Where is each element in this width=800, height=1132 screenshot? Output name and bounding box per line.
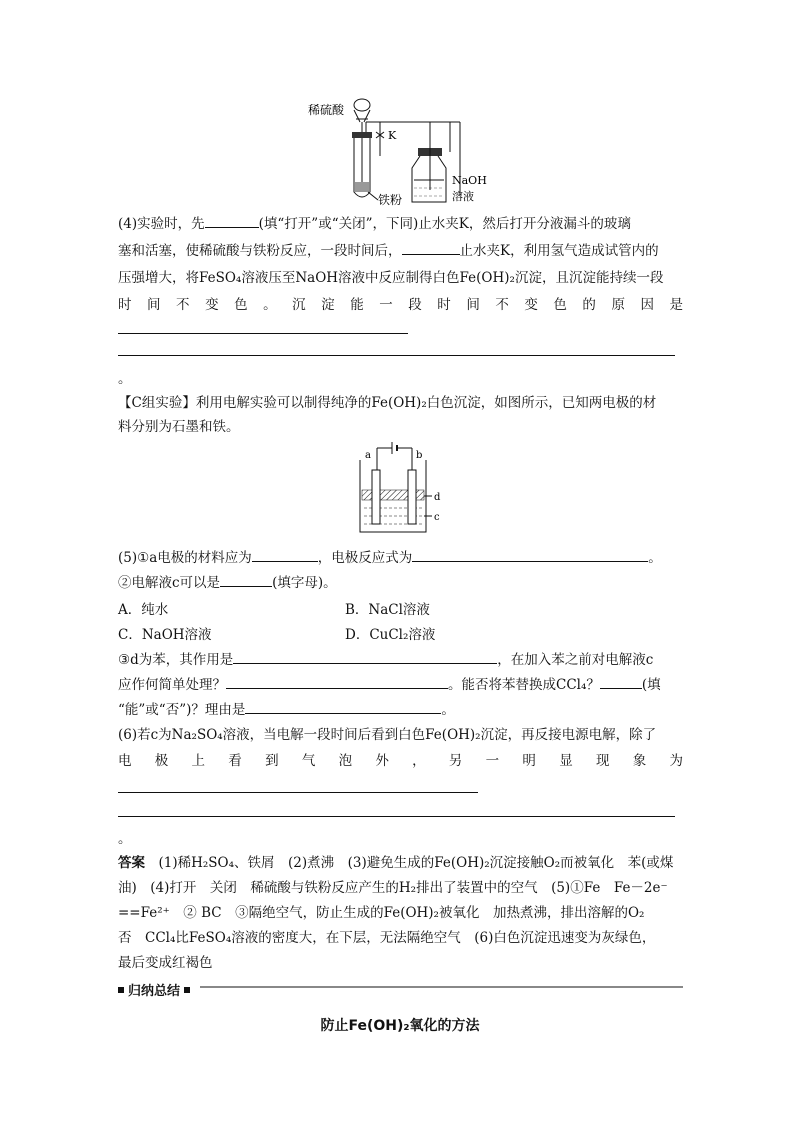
q5-text: 。能否将苯替换成CCl₄？ <box>448 677 600 693</box>
answer-line[interactable] <box>118 816 675 817</box>
q4-line3: 压强增大，将FeSO₄溶液压至NaOH溶液中反应制得白色Fe(OH)₂沉淀，且沉淀能持续一段 <box>118 270 664 286</box>
fig1-label-iron: 铁粉 <box>378 193 403 207</box>
fig2-label-d: d <box>434 492 441 503</box>
fig1-label-acid: 稀硫酸 <box>308 103 345 117</box>
option-c[interactable]: C．NaOH溶液 <box>118 627 212 643</box>
answer-line[interactable] <box>118 792 478 793</box>
answer-label: 答案 <box>118 855 145 871</box>
q5-text: 。 <box>648 550 662 566</box>
square-bullet-icon <box>118 987 124 993</box>
fig2-label-c: c <box>434 512 440 523</box>
answer-blank[interactable] <box>600 674 642 689</box>
answer-line3: ==Fe²⁺ ② BC ③隔绝空气，防止生成的Fe(OH)₂被氧化 加热煮沸，排出溶解的O₂ <box>118 905 645 921</box>
answer-line[interactable] <box>118 355 675 356</box>
q4-line4: 时间不变色。沉淀能一段时间不变色的原因是 <box>118 297 683 313</box>
q4-line1 <box>118 213 683 235</box>
fig2-label-b: b <box>416 450 423 461</box>
fig2-label-a: a <box>365 450 371 461</box>
q5-text: 应作何简单处理？ <box>118 677 226 693</box>
c-group-line1: 【C组实验】利用电解实验可以制得纯净的Fe(OH)₂白色沉淀，如图所示，已知两电极的材 <box>118 395 657 411</box>
option-a[interactable]: A．纯水 <box>118 602 169 618</box>
answer-text: (1)稀H₂SO₄、铁屑 (2)煮沸 (3)避免生成的Fe(OH)₂沉淀接触O₂而被氧化 苯(或煤 <box>158 855 674 871</box>
fig1-label-naoh: NaOH <box>452 174 487 187</box>
q6-end: 。 <box>118 831 132 847</box>
q5-text: (填字母)。 <box>272 575 337 591</box>
q4-end: 。 <box>118 371 132 387</box>
square-bullet-icon <box>184 987 190 993</box>
q5-text: (填 <box>641 677 661 693</box>
divider <box>200 986 683 988</box>
answer-blank[interactable] <box>412 547 648 562</box>
c-group-line2: 料分别为石墨和铁。 <box>118 419 240 435</box>
answer-blank[interactable] <box>205 213 259 228</box>
answer-line4: 否 CCl₄比FeSO₄溶液的密度大，在下层，无法隔绝空气 (6)白色沉淀迅速变为灰绿色， <box>118 930 656 946</box>
fig1-label-k: K <box>388 129 397 142</box>
q4-text: (填“打开”或“关闭”，下同)止水夹K，然后打开分液漏斗的玻璃 <box>258 216 631 232</box>
q5-line3 <box>118 649 683 671</box>
q4-line2 <box>118 240 683 262</box>
option-b[interactable]: B．NaCl溶液 <box>345 602 430 618</box>
apparatus-figure <box>300 92 510 212</box>
summary-header <box>118 980 683 999</box>
answer-blank[interactable] <box>220 572 272 587</box>
q5-text: ②电解液c可以是 <box>118 575 221 591</box>
fig1-label-solution: 溶液 <box>452 190 474 203</box>
q5-text: 。 <box>441 702 455 718</box>
q5-text: ，电极反应式为 <box>317 550 413 566</box>
answer-blank[interactable] <box>402 240 460 255</box>
q5-text: (5)①a电极的材料应为 <box>118 550 252 566</box>
q5-line4 <box>118 674 683 696</box>
q5-line2 <box>118 572 683 594</box>
q5-line5 <box>118 699 683 721</box>
answer-line1 <box>118 852 683 874</box>
q6-line1: (6)若c为Na₂SO₄溶液，当电解一段时间后看到白色Fe(OH)₂沉淀，再反接电源电解，除了 <box>118 727 657 743</box>
q5-text: ，在加入苯之前对电解液c <box>497 652 654 668</box>
summary-label: 归纳总结 <box>128 984 181 999</box>
answer-blank[interactable] <box>226 674 448 689</box>
q4-text: 止水夹K，利用氢气造成试管内的 <box>459 243 659 259</box>
q5-line1 <box>118 547 683 569</box>
q5-text: “能”或“否”)？理由是 <box>118 702 246 718</box>
answer-line[interactable] <box>118 333 408 334</box>
option-d[interactable]: D．CuCl₂溶液 <box>345 627 436 643</box>
q5-text: ③d为苯，其作用是 <box>118 652 234 668</box>
q4-text: 塞和活塞，使稀硫酸与铁粉反应，一段时间后， <box>118 243 402 259</box>
answer-blank[interactable] <box>252 547 318 562</box>
answer-blank[interactable] <box>245 699 441 714</box>
answer-line2: 油) (4)打开 关闭 稀硫酸与铁粉反应产生的H₂排出了装置中的空气 (5)①Fe Fe－2e⁻ <box>118 880 668 896</box>
answer-line5: 最后变成红褐色 <box>118 955 213 971</box>
answer-blank[interactable] <box>233 649 497 664</box>
q4-text: (4)实验时，先 <box>118 216 205 232</box>
electrolysis-figure <box>352 438 452 536</box>
q6-line2: 电极上看到气泡外，另一明显现象为 <box>118 753 683 769</box>
section-title: 防止Fe(OH)₂氧化的方法 <box>320 1018 480 1034</box>
